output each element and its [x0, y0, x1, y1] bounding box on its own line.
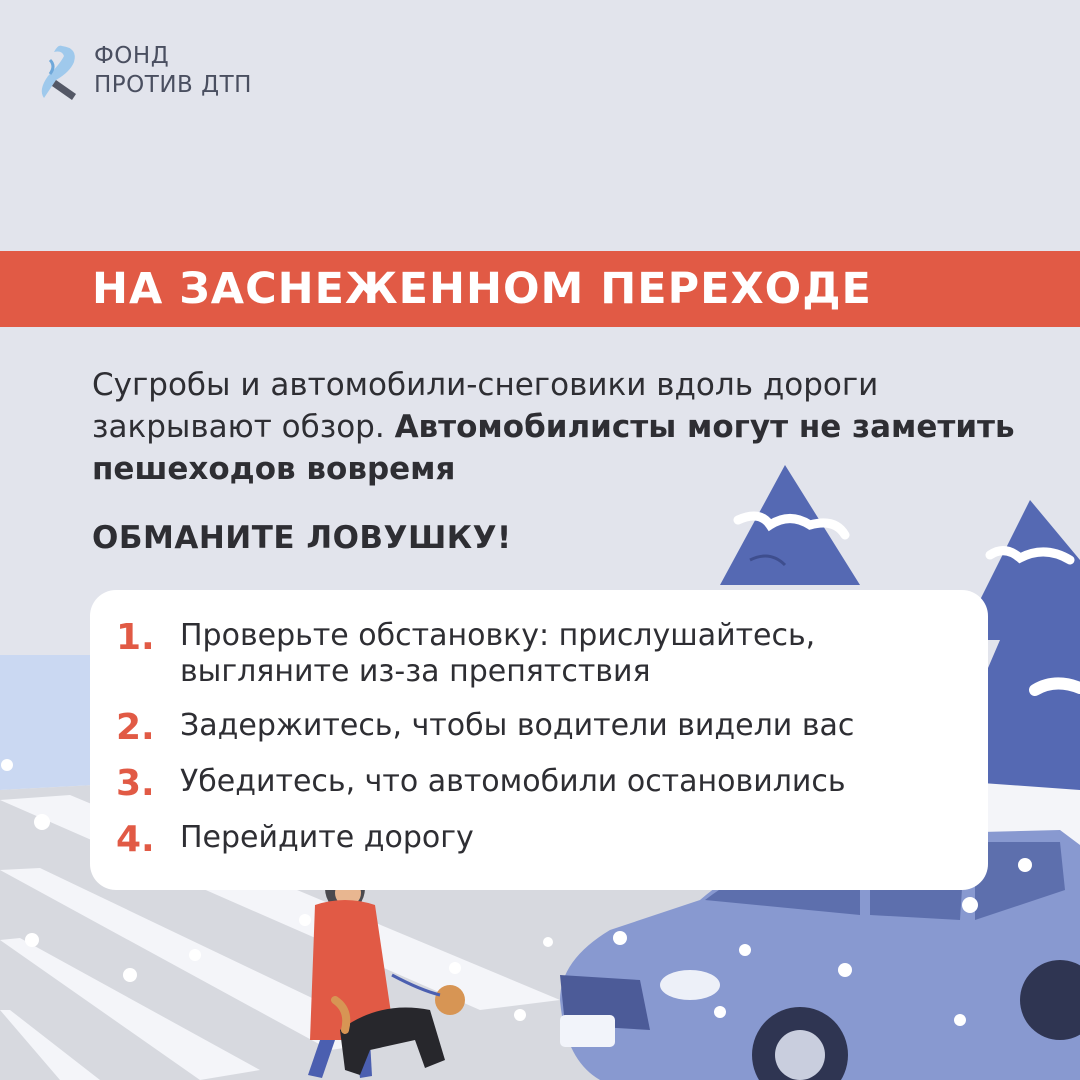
subheading: ОБМАНИТЕ ЛОВУШКУ! — [92, 520, 512, 556]
step-number: 4. — [116, 819, 155, 860]
logo-line-1: ФОНД — [94, 43, 170, 69]
page-title: НА ЗАСНЕЖЕННОМ ПЕРЕХОДЕ — [92, 264, 872, 314]
step-number: 1. — [116, 617, 155, 658]
step-item — [116, 618, 960, 690]
steps-card — [90, 590, 988, 890]
logo-line-2: ПРОТИВ ДТП — [94, 72, 252, 98]
step-number: 3. — [116, 763, 155, 804]
step-item — [116, 708, 960, 748]
step-text: Задержитесь, чтобы водители видели вас — [180, 708, 855, 743]
step-text: Перейдите дорогу — [180, 820, 474, 855]
step-text: Проверьте обстановку: прислушайтесь, выгляните из-за препятствия — [180, 618, 816, 689]
step-number: 2. — [116, 707, 155, 748]
step-item — [116, 820, 960, 860]
brand-logo — [36, 36, 276, 108]
ribbon-logo-icon — [36, 40, 86, 102]
title-banner — [0, 251, 1080, 327]
intro-plain-text: Сугробы и автомобили-снеговики вдоль дороги закрывают обзор. — [92, 367, 879, 445]
step-item — [116, 764, 960, 804]
step-text: Убедитесь, что автомобили остановились — [180, 764, 846, 799]
intro-bold-text: Автомобилисты могут не заметить пешеходов вовремя — [92, 409, 1015, 487]
intro-paragraph — [92, 364, 1022, 490]
logo-text — [94, 42, 252, 100]
